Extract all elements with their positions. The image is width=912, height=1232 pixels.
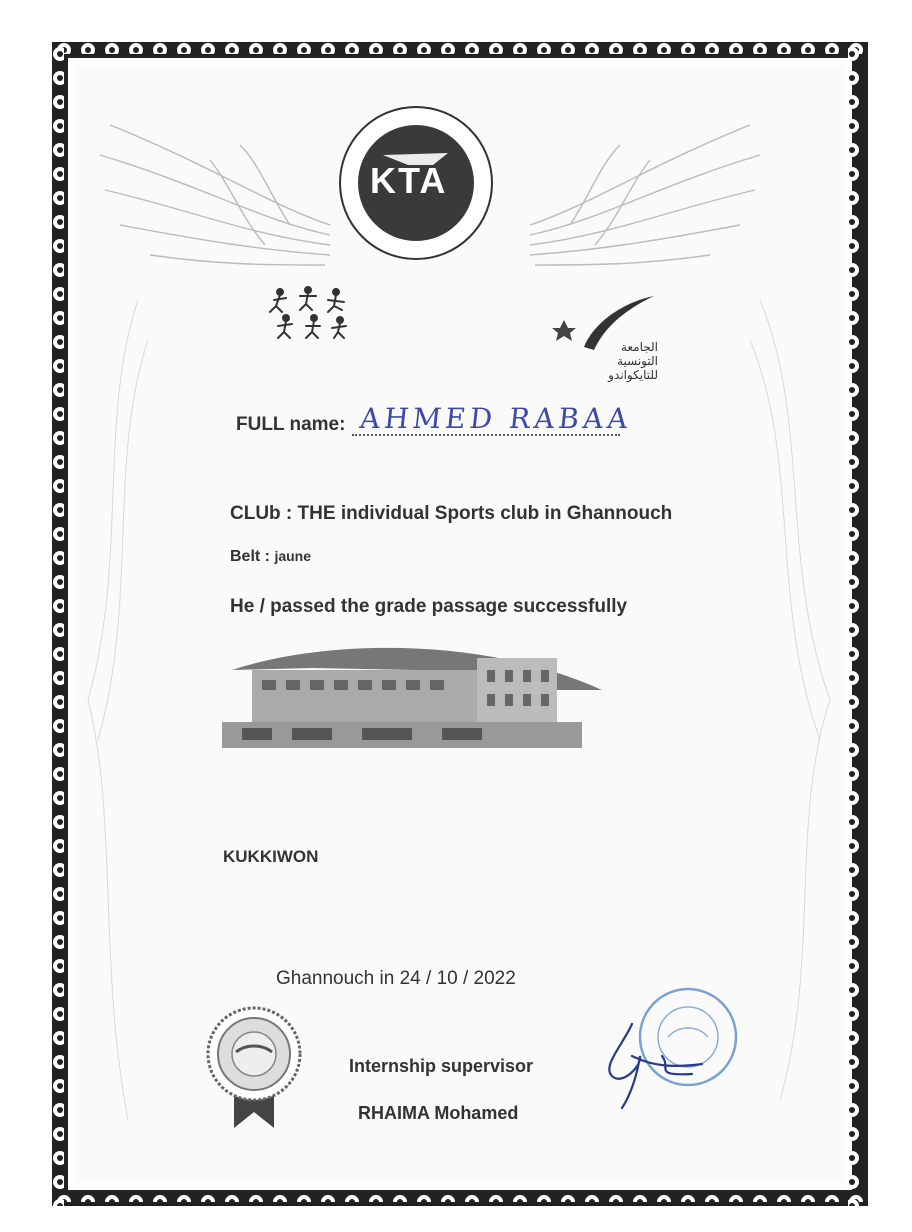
supervisor-title: Internship supervisor: [349, 1056, 534, 1076]
federation-arabic-line-3: للتايكواندو: [608, 368, 658, 382]
athletes-pictogram-icon: [262, 282, 358, 342]
belt-label: Belt :: [230, 548, 275, 565]
kukkiwon-text: KUKKIWON: [223, 847, 319, 866]
phoenix-wing-right-icon: [520, 105, 770, 305]
full-name-value: AHMED RABAA: [358, 402, 634, 435]
belt-value: jaune: [274, 548, 312, 564]
passed-line: He / passed the grade passage successfully: [230, 596, 628, 617]
feather-decoration-left-icon: [78, 300, 158, 1120]
full-name-label: FULL name:: [236, 414, 346, 435]
federation-arabic-line-1: الجامعة: [620, 340, 658, 354]
signature-icon: [592, 1016, 712, 1112]
rosette-seal-icon: [204, 1004, 304, 1128]
club-line: CLUb : THE individual Sports club in Ghannouch: [230, 503, 673, 524]
supervisor-name: RHAIMA Mohamed: [358, 1103, 519, 1123]
federation-arabic-line-2: التونسية: [617, 354, 658, 368]
belt-line: [230, 548, 311, 566]
date-line: Ghannouch in 24 / 10 / 2022: [276, 968, 516, 989]
athletes-pictogram: [262, 282, 358, 358]
building-photo-icon: [222, 630, 607, 752]
tunisian-taekwondo-federation-logo: [544, 292, 664, 382]
feather-decoration-right-icon: [740, 300, 840, 1100]
phoenix-wing-left-icon: [90, 105, 340, 305]
kta-logo-text: KTA: [370, 160, 448, 201]
